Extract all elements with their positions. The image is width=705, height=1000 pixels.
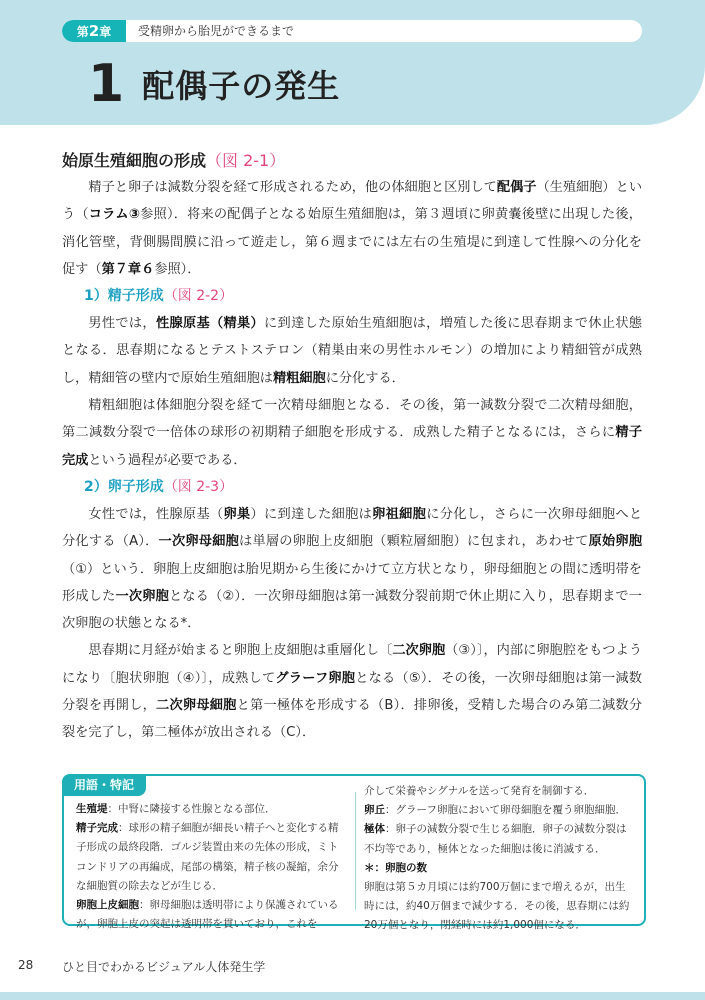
terms-box [62, 774, 646, 932]
book-title: ひと目でわかるビジュアル人体発生学 [62, 960, 266, 974]
section-heading [88, 56, 340, 112]
spermatogenesis-title: 1）精子形成（図 2-2） [84, 288, 234, 305]
paragraph-oo-1: 女性では，性腺原基（卵巣）に到達した細胞は卵祖細胞に分化し，さらに一次卵母細胞へと分化する（A）．一次卵母細胞は単層の卵胞上皮細胞（顆粒層細胞）に包まれ，あわせて原始卵胞（①）という．卵胞上皮細胞は胎児期から生後にかけて立方状となり，卵母細胞との間に透明帯を形成した一次卵胞となる（②）．一次卵母細胞は第一減数分裂前期で休止期に入り，思春期まで一次卵胞の状態となる*． [62, 506, 643, 632]
section-number: 1 [88, 54, 125, 114]
terms-divider [355, 792, 356, 910]
chapter-tag: 第2章 [62, 20, 126, 42]
paragraph-sperm-2: 精粗細胞は体細胞分裂を経て一次精母細胞となる．その後，第一減数分裂で二次精母細胞，第二減数分裂で一倍体の球形の初期精子細胞を形成する．成熟した精子となるには，さらに精子完成という過程が必要である． [62, 398, 643, 468]
section-title: 配偶子の発生 [142, 67, 341, 105]
subsection-title: 始原生殖細胞の形成（図 2-1） [62, 151, 286, 170]
terms-label: 用語・特記 [62, 774, 146, 796]
figure-ref-link[interactable]: （図 2-1） [206, 151, 286, 170]
term-entry: 卵胞上皮細胞：卵母細胞は透明帯により保護されているが，卵胞上皮の突起は透明帯を貫いており，これを [76, 899, 339, 931]
term-entry: 卵胞は第５カ月頃には約700万個にまで増えるが，出生時には，約40万個まで減少する．その後，思春期には約20万個となり，閉経時には約1,000個になる． [364, 881, 630, 932]
main-content [62, 148, 642, 747]
page-footer [0, 958, 705, 980]
chapter-title: 受精卵から胎児ができるまで [138, 24, 295, 38]
paragraph-oo-2: 思春期に月経が始まると卵胞上皮細胞は重層化し〔二次卵胞（③）〕，内部に卵胞腔をもつようになり〔胞状卵胞（④）〕，成熟してグラーフ卵胞となる（⑤）．その後，一次卵母細胞は第一減数分裂を再開し，二次卵母細胞と第一極体を形成する（B）．排卵後，受精した場合のみ第二減数分裂を完了し，第二極体が放出される（C）． [62, 643, 643, 741]
paragraph-sperm-1: 男性では，性腺原基（精巣）に到達した原始生殖細胞は，増殖した後に思春期まで休止状態となる．思春期になるとテストステロン（精巣由来の男性ホルモン）の増加により精細管が成熟し，精細管の壁内で原始生殖細胞は精粗細胞に分化する． [62, 316, 643, 386]
footer-band [0, 992, 705, 1000]
figure-ref-link[interactable]: （図 2-2） [163, 288, 234, 305]
chapter-bar [62, 20, 642, 42]
terms-right-column [364, 782, 632, 936]
term-entry: 精子完成：球形の精子細胞が細長い精子へと変化する精子形成の最終段階．ゴルジ装置由来の先体の形成，ミトコンドリアの再編成，尾部の構築，精子核の凝縮，余分な細胞質の除去などが生じる． [76, 822, 339, 892]
term-entry: ＊：卵胞の数 [364, 861, 427, 874]
terms-left-column [76, 800, 348, 934]
oogenesis-title: 2）卵子形成（図 2-3） [84, 478, 234, 495]
term-entry: 生殖堤：中腎に隣接する性腺となる部位． [76, 803, 276, 815]
paragraph-primordial: 精子と卵子は減数分裂を経て形成されるため，他の体細胞と区別して配偶子（生殖細胞）という（コラム③参照）．将来の配偶子となる始原生殖細胞は，第３週頃に卵黄嚢後壁に出現した後，消化管壁，背側腸間膜に沿って遊走し，第６週までには左右の生殖堤に到達して性腺への分化を促す（第７章６参照）． [62, 180, 643, 277]
term-entry: 卵丘：グラーフ卵胞において卵母細胞を覆う卵胞細胞． [364, 804, 626, 817]
figure-ref-link[interactable]: （図 2-3） [163, 478, 234, 495]
term-entry: 介して栄養やシグナルを送って発育を制御する． [364, 785, 595, 797]
page-number: 28 [18, 958, 34, 972]
term-entry: 極体：卵子の減数分裂で生じる細胞．卵子の減数分裂は不均等であり，極体となった細胞は後に消滅する． [364, 823, 627, 855]
